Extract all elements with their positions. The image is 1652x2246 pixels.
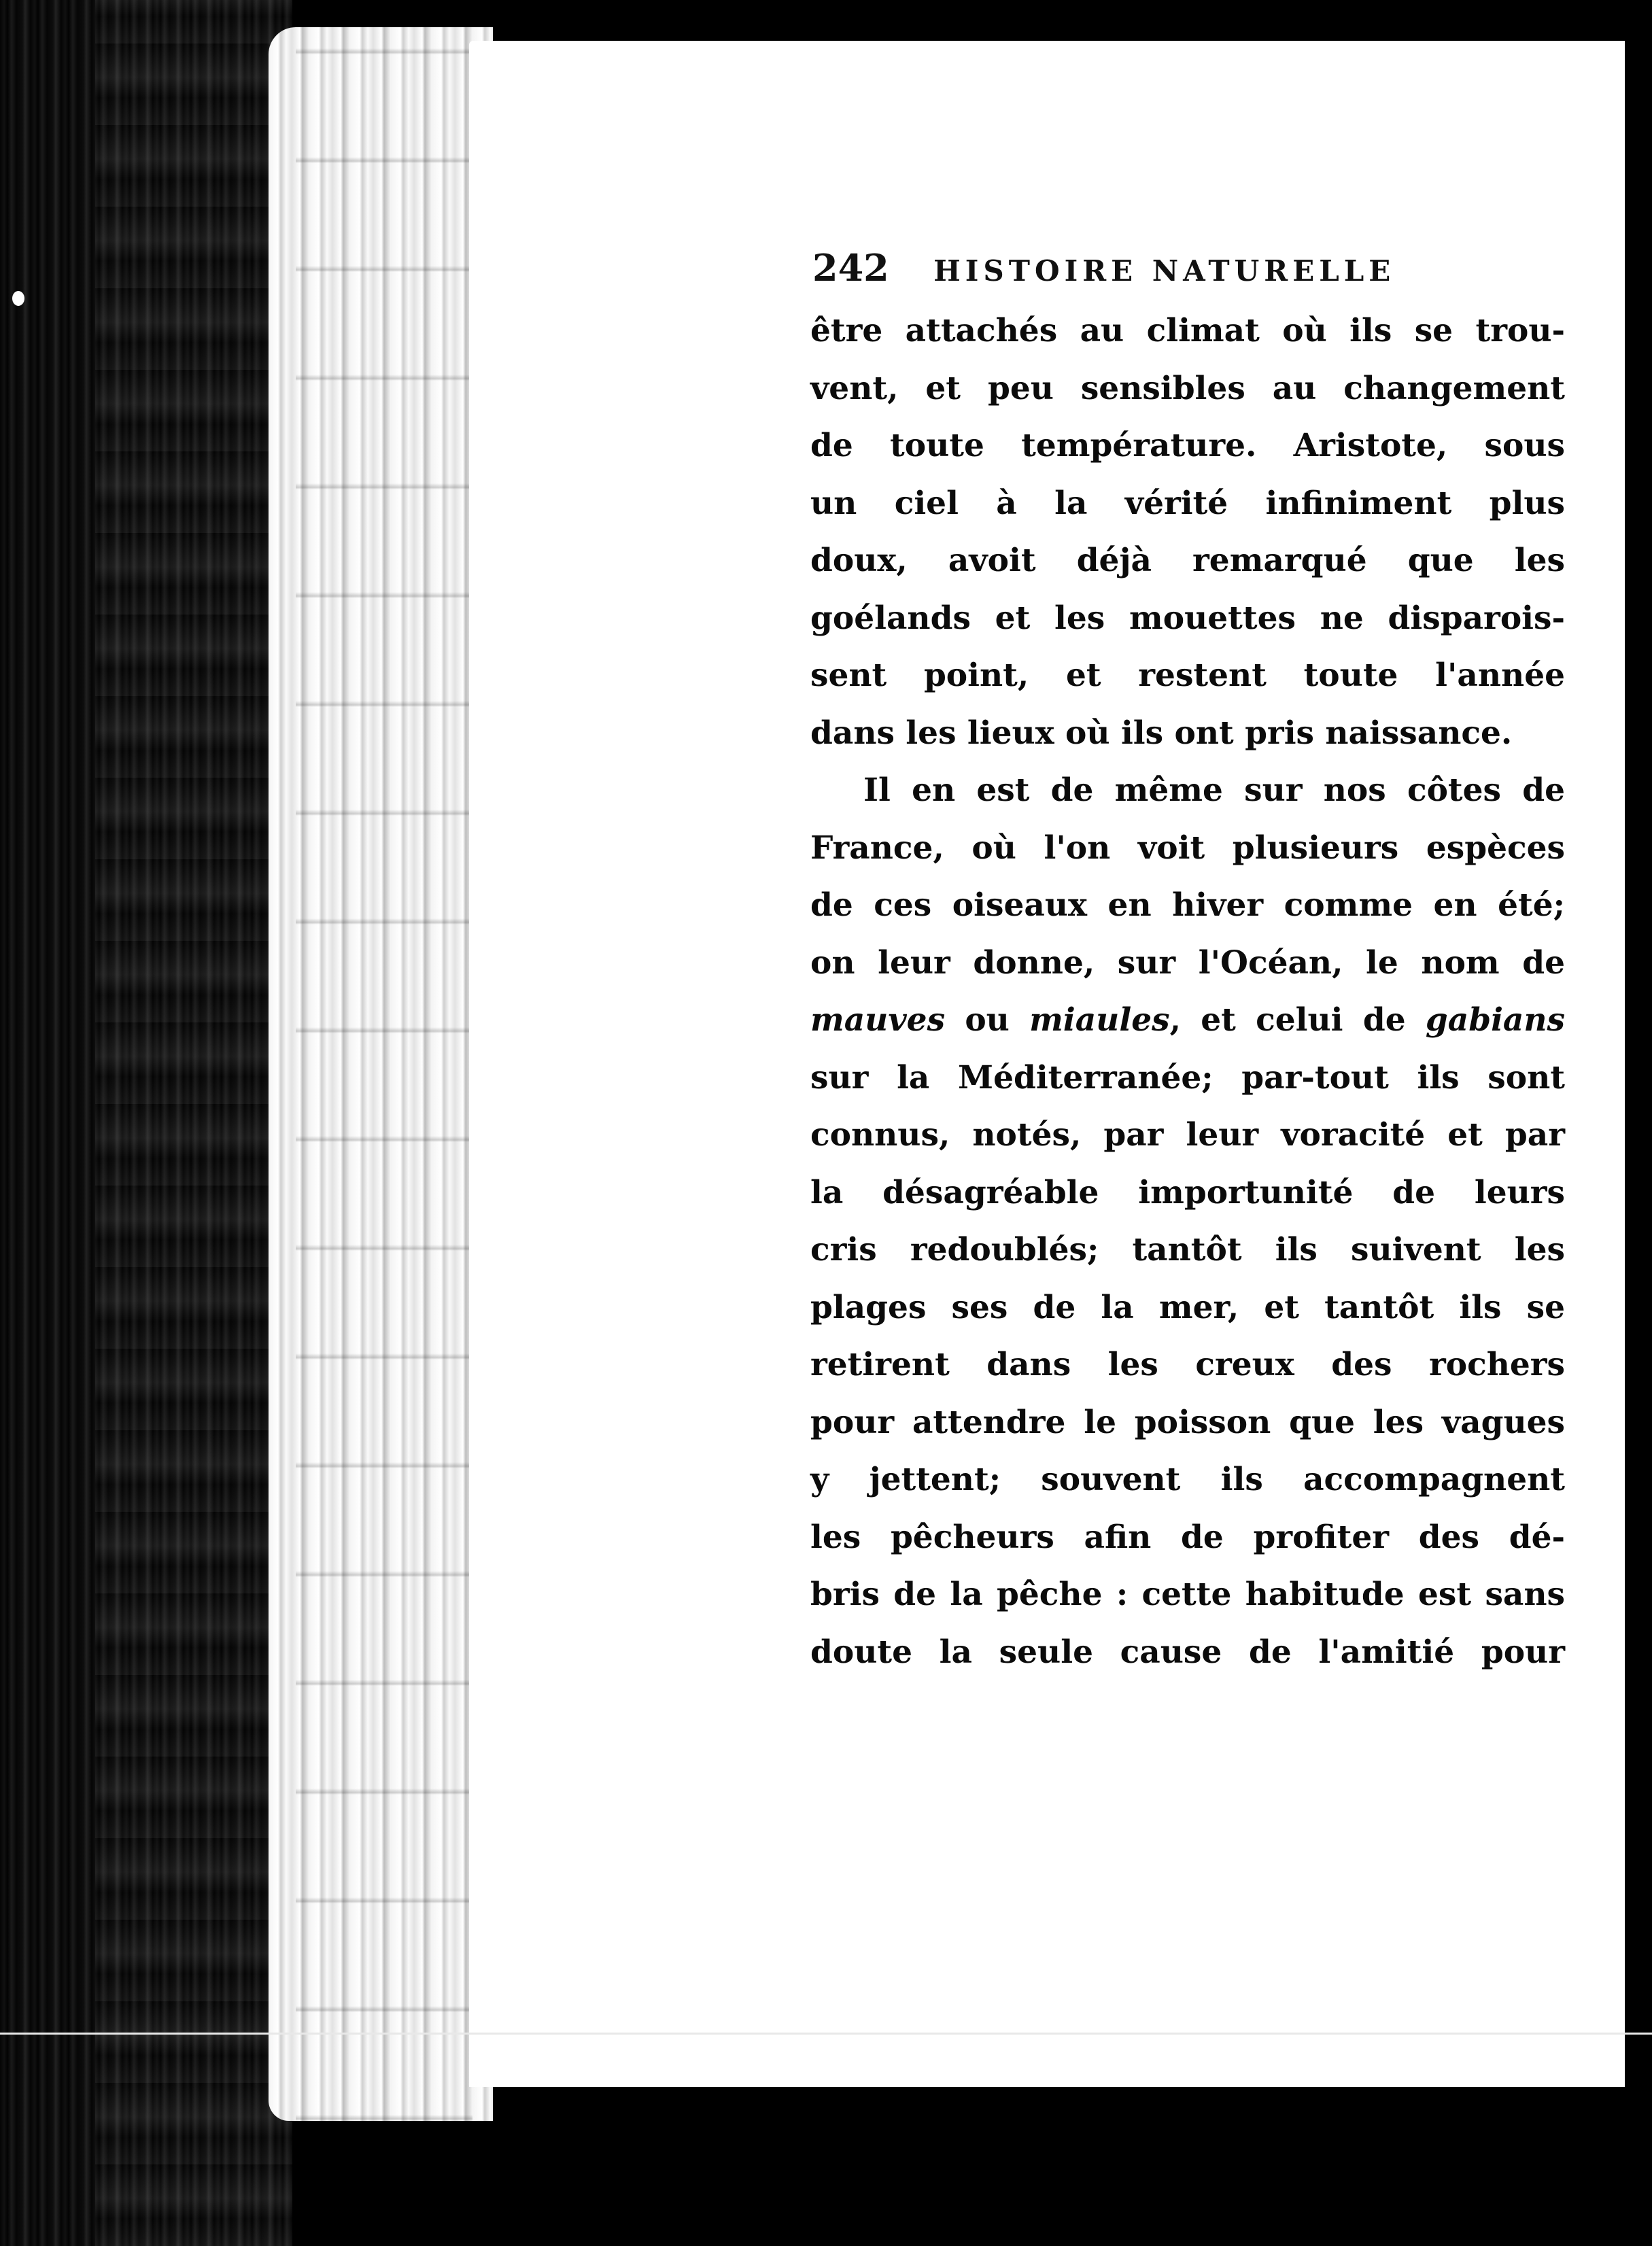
text-line: les pêcheurs afin de profiter des dé-	[810, 1518, 1565, 1556]
text-line: un ciel à la vérité infiniment plus	[810, 484, 1565, 522]
scan-speck	[12, 291, 24, 306]
text-line: vent, et peu sensibles au changement	[810, 369, 1565, 407]
text-line: doux, avoit déjà remarqué que les	[810, 542, 1565, 579]
scan-speck	[1594, 707, 1600, 716]
text-line: de ces oiseaux en hiver comme en été;	[810, 886, 1565, 924]
text-line: de toute température. Aristote, sous	[810, 427, 1565, 464]
text-line: pour attendre le poisson que les vagues	[810, 1403, 1565, 1441]
text-fragment: ou	[945, 1001, 1030, 1039]
italic-term-mauves: mauves	[810, 1001, 946, 1039]
italic-term-gabians: gabians	[1425, 1001, 1566, 1039]
text-line: sent point, et restent toute l'année	[810, 657, 1565, 694]
page-number: 242	[812, 246, 889, 290]
text-line: être attachés au climat où ils se trou-	[810, 312, 1565, 349]
text-line: plages ses de la mer, et tantôt ils se	[810, 1288, 1565, 1326]
text-line-italic-names	[810, 992, 1565, 1050]
text-line: bris de la pêche : cette habitude est sans	[810, 1576, 1565, 1613]
text-line: retirent dans les creux des rochers	[810, 1346, 1565, 1383]
text-line: dans les lieux où ils ont pris naissance.	[810, 714, 1513, 752]
scan-rule	[0, 2033, 1652, 2035]
text-line: la désagréable importunité de leurs	[810, 1173, 1565, 1211]
text-line: connus, notés, par leur voracité et par	[810, 1116, 1565, 1154]
text-line: on leur donne, sur l'Océan, le nom de	[810, 944, 1565, 982]
text-fragment: , et celui de	[1169, 1001, 1426, 1039]
text-line: cris redoublés; tantôt ils suivent les	[810, 1231, 1565, 1268]
page-fore-edges	[269, 27, 493, 2121]
body-text	[810, 303, 1565, 1681]
running-head: HISTOIRE NATURELLE	[933, 254, 1396, 288]
text-line: France, où l'on voit plusieurs espèces	[810, 829, 1565, 867]
page-header	[812, 246, 1465, 290]
text-line: y jettent; souvent ils accompagnent	[810, 1461, 1565, 1498]
book-spine-edge	[0, 0, 292, 2246]
text-line: goélands et les mouettes ne disparois-	[810, 599, 1565, 637]
italic-term-miaules: miaules	[1029, 1001, 1170, 1039]
paragraph-start-line: Il en est de même sur nos côtes de	[863, 772, 1565, 809]
text-line: doute la seule cause de l'amitié pour	[810, 1633, 1565, 1671]
text-line: sur la Méditerranée; par-tout ils sont	[810, 1058, 1565, 1096]
